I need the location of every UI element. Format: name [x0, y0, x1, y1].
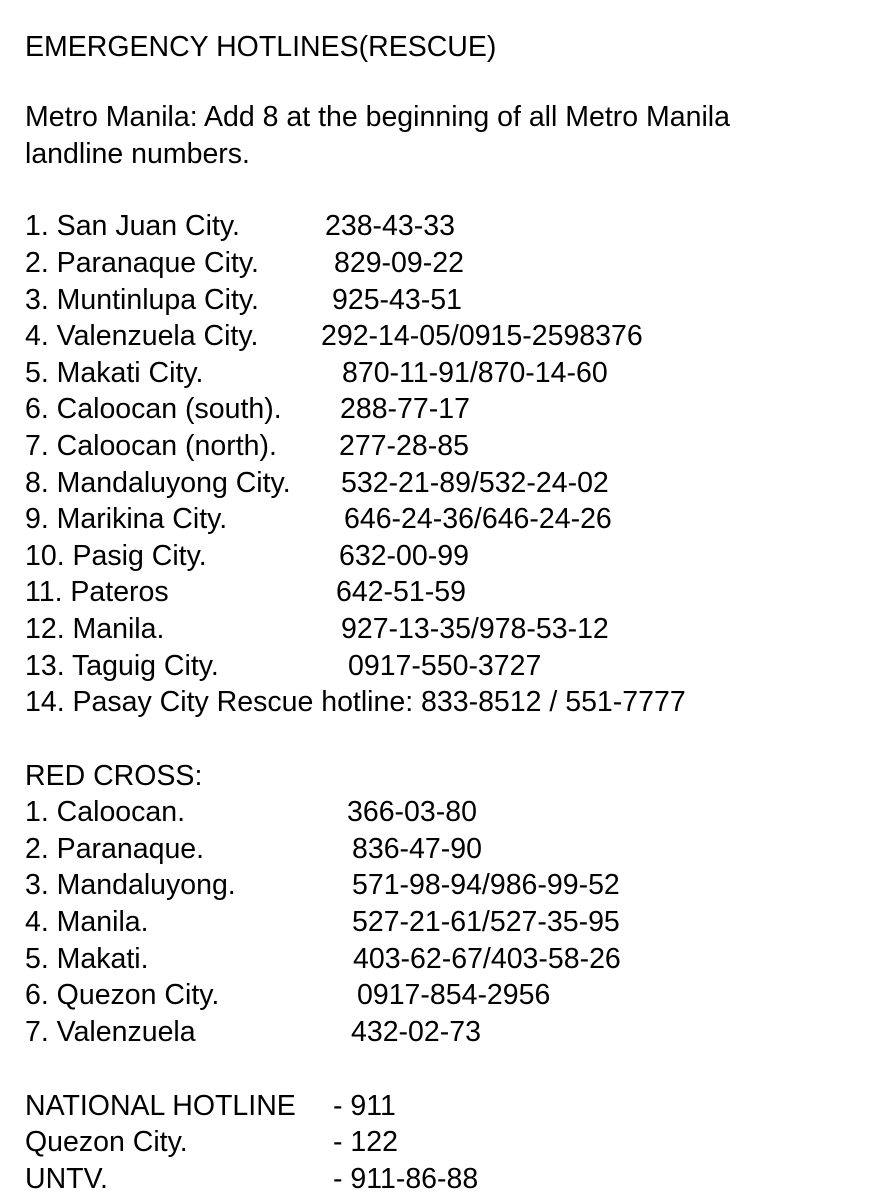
city-name: 3. Muntinlupa City.: [25, 284, 259, 316]
hotline-number: 646-24-36/646-24-26: [344, 503, 612, 535]
hotline-name: NATIONAL HOTLINE: [25, 1090, 296, 1122]
branch-name: 4. Manila.: [25, 906, 149, 938]
metro-list-item: [25, 245, 464, 281]
hotline-number: - 911-86-88: [333, 1163, 479, 1195]
hotline-number: 288-77-17: [340, 393, 470, 425]
city-name: 2. Paranaque City.: [25, 247, 259, 279]
metro-manila-note-line-1: Metro Manila: Add 8 at the beginning of all Metro Manila: [25, 101, 730, 133]
hotline-name: Quezon City.: [25, 1126, 188, 1158]
branch-name: 3. Mandaluyong.: [25, 869, 236, 901]
red-cross-item: [25, 867, 620, 903]
hotline-number: 238-43-33: [325, 210, 455, 242]
hotline-name: UNTV.: [25, 1163, 108, 1195]
metro-list-item: [25, 611, 609, 647]
metro-list-item: [25, 574, 466, 610]
city-name: 13. Taguig City.: [25, 650, 219, 682]
document-title: EMERGENCY HOTLINES(RESCUE): [25, 31, 497, 63]
metro-list-item: [25, 318, 643, 354]
branch-name: 5. Makati.: [25, 943, 149, 975]
red-cross-item: [25, 831, 482, 867]
red-cross-item: [25, 977, 551, 1013]
hotline-number: 432-02-73: [351, 1016, 481, 1048]
hotline-number: 836-47-90: [352, 833, 482, 865]
hotline-number: 277-28-85: [339, 430, 469, 462]
hotline-number: 292-14-05/0915-2598376: [321, 320, 643, 352]
city-name: 9. Marikina City.: [25, 503, 228, 535]
city-name: 12. Manila.: [25, 613, 165, 645]
metro-list-item: [25, 428, 469, 464]
city-name: 14. Pasay City Rescue hotline: 833-8512 / 551-7777: [25, 686, 686, 718]
city-name: 11. Pateros: [25, 576, 169, 608]
city-name: 10. Pasig City.: [25, 540, 207, 572]
metro-list-item: [25, 648, 542, 684]
red-cross-item: [25, 941, 621, 977]
hotline-number: - 911: [333, 1090, 396, 1122]
city-name: 5. Makati City.: [25, 357, 204, 389]
city-name: 7. Caloocan (north).: [25, 430, 277, 462]
hotline-number: 870-11-91/870-14-60: [342, 357, 608, 389]
hotline-number: 642-51-59: [336, 576, 466, 608]
national-hotline-item: [25, 1124, 398, 1160]
red-cross-item: [25, 794, 477, 830]
hotline-number: 0917-854-2956: [357, 979, 551, 1011]
hotline-number: 632-00-99: [339, 540, 469, 572]
hotline-number: 0917-550-3727: [348, 650, 542, 682]
branch-name: 7. Valenzuela: [25, 1016, 196, 1048]
red-cross-heading: RED CROSS:: [25, 760, 203, 792]
hotline-number: 532-21-89/532-24-02: [341, 467, 609, 499]
branch-name: 2. Paranaque.: [25, 833, 205, 865]
city-name: 6. Caloocan (south).: [25, 393, 282, 425]
metro-list-item: [25, 355, 608, 391]
metro-list-item: [25, 501, 612, 537]
red-cross-item: [25, 904, 620, 940]
hotline-number: 925-43-51: [332, 284, 462, 316]
metro-list-item: [25, 282, 462, 318]
metro-list-item: [25, 391, 470, 427]
red-cross-item: [25, 1014, 481, 1050]
branch-name: 6. Quezon City.: [25, 979, 220, 1011]
branch-name: 1. Caloocan.: [25, 796, 186, 828]
city-name: 1. San Juan City.: [25, 210, 240, 242]
city-name: 4. Valenzuela City.: [25, 320, 259, 352]
metro-list-item: [25, 208, 455, 244]
hotline-number: 927-13-35/978-53-12: [341, 613, 609, 645]
hotline-number: 403-62-67/403-58-26: [353, 943, 621, 975]
metro-list-item: [25, 538, 469, 574]
hotline-number: 366-03-80: [347, 796, 477, 828]
national-hotline-item: [25, 1088, 396, 1124]
metro-manila-note-line-2: landline numbers.: [25, 138, 250, 170]
hotline-number: 829-09-22: [334, 247, 464, 279]
hotline-number: 571-98-94/986-99-52: [352, 869, 620, 901]
national-hotline-item: [25, 1161, 479, 1197]
hotline-number: - 122: [333, 1126, 398, 1158]
metro-list-item: [25, 684, 686, 720]
hotline-number: 527-21-61/527-35-95: [352, 906, 620, 938]
metro-list-item: [25, 465, 609, 501]
city-name: 8. Mandaluyong City.: [25, 467, 291, 499]
